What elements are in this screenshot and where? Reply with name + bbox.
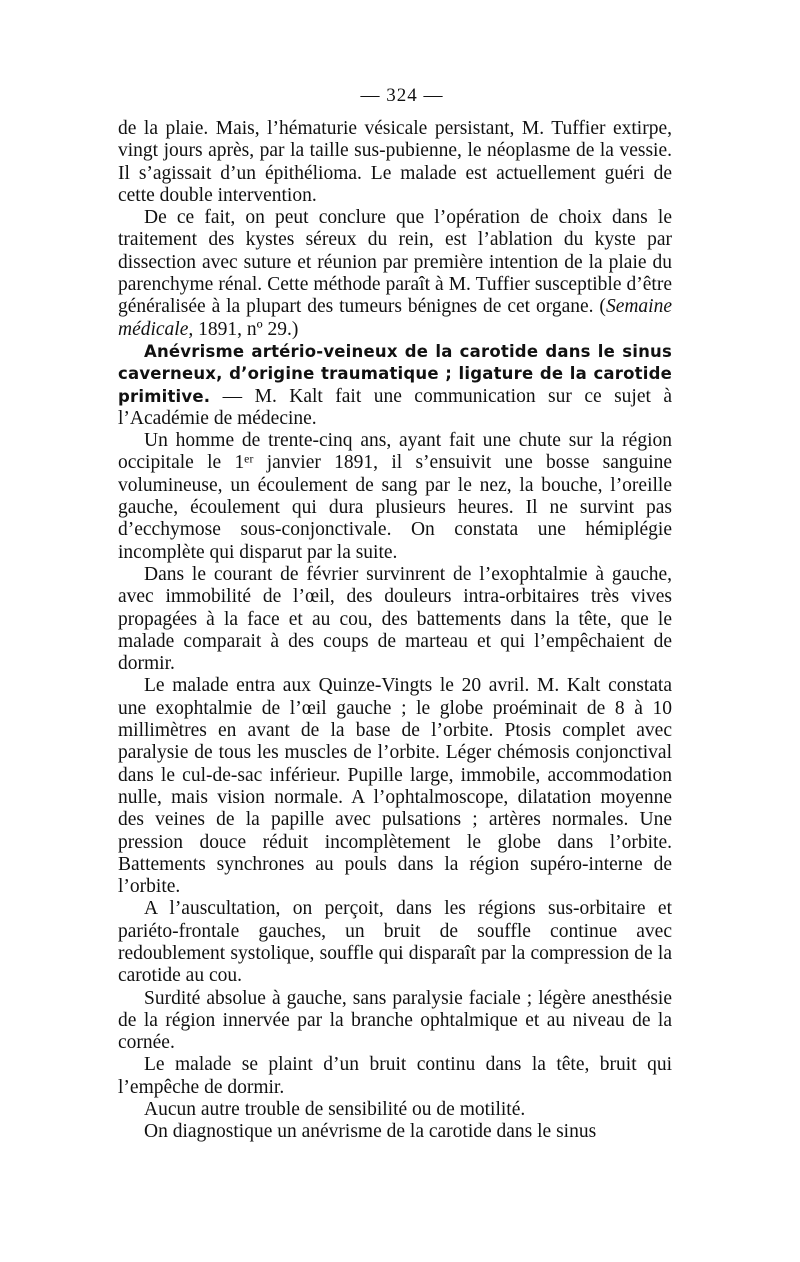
paragraph-no-other-trouble: Aucun autre trouble de sensibilité ou de motilité.: [144, 1099, 526, 1121]
paragraph-text: De ce fait, on peut conclure que l’opération de choix dans le traitement des kystes séreux du rein, est l’ablation du kyste par dissection avec suture et réunion par première intention de la plaie du parenchyme rénal. Cette méthode paraît à M. Tuffier susceptible d’être généralisée à la plupart des tumeurs bénignes de cet organe. (: [118, 207, 672, 318]
body-text: [118, 118, 672, 1144]
page-number: — 324 —: [360, 85, 444, 106]
paragraph-examination: Le malade entra aux Quinze-Vingts le 20 avril. M. Kalt constata une exophtalmie de l’œil gauche ; le globe proéminait de 8 à 10 millimètres en avant de la base de l’orbite. Ptosis complet avec paralysie de tous les muscles de l’orbite. Léger chémosis conjonctival dans le cul-de-sac inférieur. Pupille large, immobile, accommodation nulle, mais vision normale. A l’ophtalmoscope, dilatation moyenne des veines de la papille avec pulsations ; artères normales. Une pression douce réduit incomplètement le globe dans l’orbite. Battements synchrones au pouls dans la région supéro-interne de l’orbite.: [118, 675, 672, 898]
paragraph-deafness: Surdité absolue à gauche, sans paralysie faciale ; légère anesthésie de la région innervée par la branche ophtalmique et au niveau de la cornée.: [118, 987, 672, 1054]
paragraph-complaint: Le malade se plaint d’un bruit continu dans la tête, bruit qui l’empêche de dormir.: [118, 1054, 672, 1098]
citation-source: Semaine médicale,: [118, 296, 672, 340]
section-paragraph: [118, 341, 672, 430]
paragraph-text: — M. Kalt fait une communication sur ce sujet à l’Académie de médecine.: [118, 385, 672, 429]
citation-reference: 1891, nº 29.): [193, 318, 299, 340]
paragraph-case-history: Un homme de trente-cinq ans, ayant fait une chute sur la région occipitale le 1ᵉʳ janvier 1891, il s’ensuivit une bosse sanguine volumineuse, un écoulement de sang par le nez, la bouche, l’oreille gauche, écoulement qui dura plusieurs heures. Il ne survint pas d’ecchymose sous-conjonctivale. On constata une hémiplégie incomplète qui disparut par la suite.: [118, 430, 672, 563]
paragraph-conclusion: [118, 207, 672, 341]
paragraph-continued: de la plaie. Mais, l’hématurie vésicale persistant, M. Tuffier extirpe, vingt jours après, par la taille sus-pubienne, le néoplasme de la vessie. Il s’agissait d’un épithélioma. Le malade est actuellement guéri de cette double intervention.: [118, 118, 672, 206]
paragraph-diagnosis: On diagnostique un anévrisme de la carotide dans le sinus: [144, 1121, 597, 1143]
section-heading: Anévrisme artério-veineux de la carotide dans le sinus caverneux, d’origine traumatique ; ligature de la carotide primitive.: [118, 341, 672, 406]
book-page: [118, 84, 672, 1144]
paragraph-symptoms: Dans le courant de février survinrent de l’exophtalmie à gauche, avec immobilité de l’œil, des douleurs intra-orbitaires très vives propagées à la face et au cou, des battements dans la tête, que le malade comparait à des coups de marteau et qui l’empêchaient de dormir.: [118, 563, 672, 675]
paragraph-auscultation: A l’auscultation, on perçoit, dans les régions sus-orbitaire et pariéto-frontale gauches, un bruit de souffle continue avec redoublement systolique, souffle qui disparaît par la compression de la carotide au cou.: [118, 898, 672, 987]
